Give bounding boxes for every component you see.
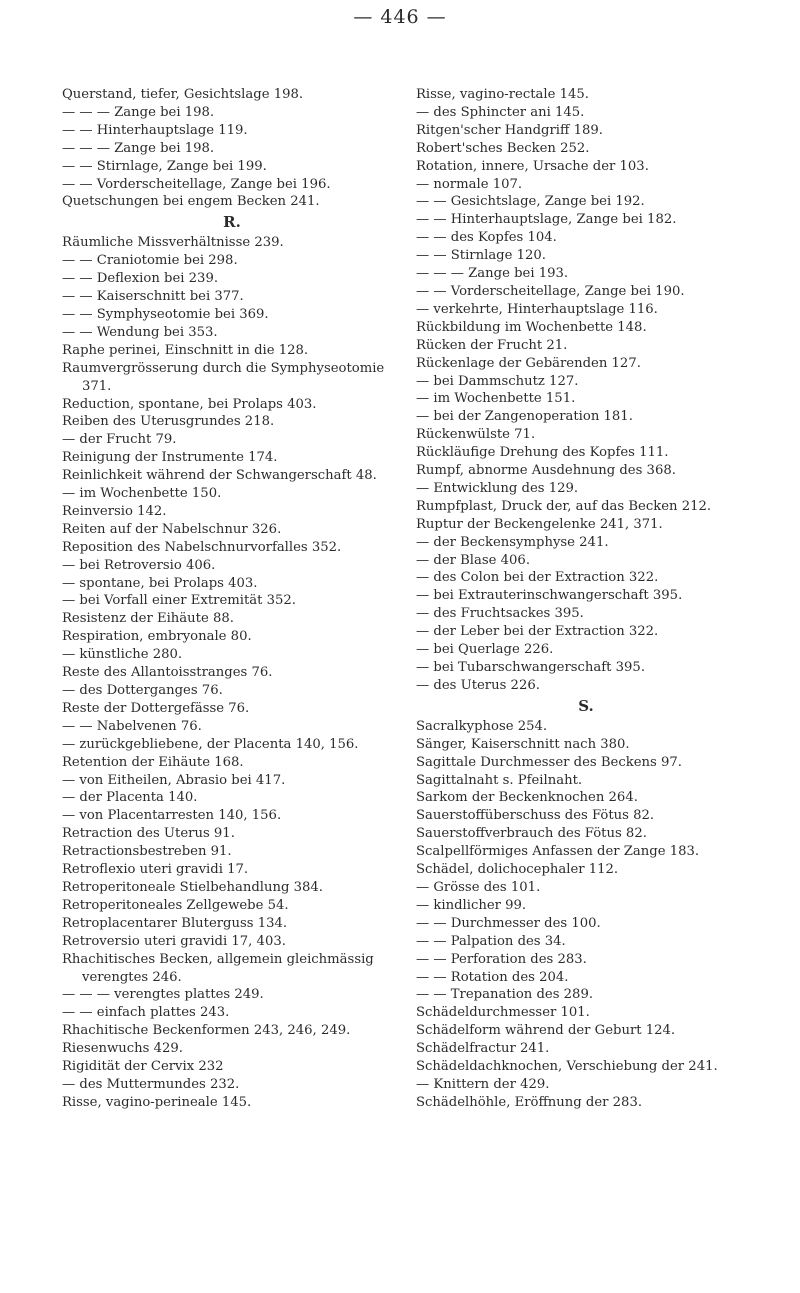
index-entry: — des Sphincter ani 145.: [416, 104, 585, 120]
section-heading: R.: [223, 213, 241, 232]
index-entry: Ritgen'scher Handgriff 189.: [416, 122, 603, 138]
index-entry: Sacralkyphose 254.: [416, 718, 548, 734]
index-entry: Rhachitische Beckenformen 243, 246, 249.: [62, 1023, 351, 1039]
index-entry: — — des Kopfes 104.: [416, 230, 557, 246]
index-entry: — — Durchmesser des 100.: [416, 915, 601, 931]
index-entry: Retroperitoneales Zellgewebe 54.: [62, 897, 289, 913]
index-entry: Reste des Allantoisstranges 76.: [62, 665, 273, 681]
index-entry: Riesenwuchs 429.: [62, 1041, 183, 1057]
index-entry: Schädelhöhle, Eröffnung der 283.: [416, 1094, 643, 1110]
index-entry: Retraction des Uterus 91.: [62, 826, 235, 842]
index-entry: Rückenlage der Gebärenden 127.: [416, 355, 641, 371]
index-entry: — künstliche 280.: [62, 647, 183, 663]
index-entry: — normale 107.: [416, 176, 523, 192]
index-entry: — bei Extrauterinschwangerschaft 395.: [416, 588, 683, 604]
index-entry: — Grösse des 101.: [416, 879, 541, 895]
index-entry: Reposition des Nabelschnurvorfalles 352.: [62, 539, 342, 555]
index-entry: — bei Tubarschwangerschaft 395.: [416, 660, 646, 675]
index-entry: — — Palpation des 34.: [416, 933, 566, 949]
index-entry: Rückläufige Drehung des Kopfes 111.: [416, 445, 669, 461]
index-entry: — — — Zange bei 198.: [62, 104, 215, 120]
index-entry: — der Blase 406.: [416, 552, 531, 568]
right-column: [416, 86, 756, 1112]
index-entry: — kindlicher 99.: [416, 897, 527, 913]
index-entry: — des Colon bei der Extraction 322.: [416, 570, 659, 586]
index-entry: — — Hinterhauptslage, Zange bei 182.: [416, 212, 677, 228]
index-entry: Reinigung der Instrumente 174.: [62, 450, 278, 466]
index-entry: — — Kaiserschnitt bei 377.: [62, 289, 244, 305]
index-entry: Sänger, Kaiserschnitt nach 380.: [416, 736, 630, 752]
index-entry: — — Hinterhauptslage 119.: [62, 122, 248, 138]
index-entry: — — Perforation des 283.: [416, 951, 587, 967]
index-entry: — — — Zange bei 193.: [416, 266, 569, 282]
index-entry: Respiration, embryonale 80.: [62, 629, 252, 645]
index-entry: — der Leber bei der Extraction 322.: [416, 624, 659, 640]
index-entry: Schädelform während der Geburt 124.: [416, 1023, 676, 1039]
index-entry: Rumpfplast, Druck der, auf das Becken 212.: [416, 498, 712, 514]
index-entry: — Knittern der 429.: [416, 1076, 550, 1092]
index-entry: Rücken der Frucht 21.: [416, 337, 568, 353]
index-entry: — verkehrte, Hinterhauptslage 116.: [416, 301, 658, 317]
index-entry: Raphe perinei, Einschnitt in die 128.: [62, 342, 309, 358]
index-entry: — — Stirnlage 120.: [416, 248, 546, 264]
index-entry: Quetschungen bei engem Becken 241.: [62, 194, 320, 210]
index-entry: — — einfach plattes 243.: [62, 1005, 230, 1021]
index-entry: — — Nabelvenen 76.: [62, 718, 202, 734]
index-entry: Rhachitisches Becken, allgemein gleichmässig verengtes 246.: [62, 951, 374, 985]
index-entry: — von Eitheilen, Abrasio bei 417.: [62, 772, 286, 788]
index-entry: Resistenz der Eihäute 88.: [62, 611, 234, 627]
index-entry: Schädeldachknochen, Verschiebung der 241.: [416, 1059, 718, 1075]
index-entry: Retroperitoneale Stielbehandlung 384.: [62, 879, 323, 895]
index-entry: — — Vorderscheitellage, Zange bei 196.: [62, 176, 331, 192]
index-entry: — — Gesichtslage, Zange bei 192.: [416, 194, 645, 210]
index-entry: — — — verengtes plattes 249.: [62, 987, 264, 1003]
index-entry: Reinversio 142.: [62, 503, 167, 519]
left-column: [62, 86, 402, 1112]
index-entry: Reiben des Uterusgrundes 218.: [62, 414, 275, 430]
index-entry: Reduction, spontane, bei Prolaps 403.: [62, 396, 317, 412]
index-entry: — — Symphyseotomie bei 369.: [62, 306, 269, 322]
index-entry: — der Frucht 79.: [62, 432, 177, 448]
index-entry: Sarkom der Beckenknochen 264.: [416, 790, 638, 806]
index-entry: — von Placentarresten 140, 156.: [62, 808, 282, 824]
index-entry: — der Placenta 140.: [62, 790, 198, 806]
index-entry: Schädeldurchmesser 101.: [416, 1005, 590, 1021]
index-entry: — — Rotation des 204.: [416, 969, 569, 985]
index-entry: — — Trepanation des 289.: [416, 987, 594, 1003]
index-entry: — im Wochenbette 150.: [62, 486, 222, 502]
index-entry: Sauerstoffüberschuss des Fötus 82.: [416, 808, 655, 824]
index-entry: Rückbildung im Wochenbette 148.: [416, 319, 647, 335]
index-entry: — spontane, bei Prolaps 403.: [62, 575, 258, 591]
index-entry: Sauerstoffverbrauch des Fötus 82.: [416, 826, 647, 842]
index-entry: — bei Dammschutz 127.: [416, 373, 579, 389]
index-entry: Reiten auf der Nabelschnur 326.: [62, 521, 282, 537]
index-entry: — zurückgebliebene, der Placenta 140, 156.: [62, 736, 359, 752]
index-entry: Querstand, tiefer, Gesichtslage 198.: [62, 87, 304, 102]
index-entry: — des Muttermundes 232.: [62, 1076, 240, 1092]
index-entry: — — — Zange bei 198.: [62, 140, 215, 156]
index-entry: Retention der Eihäute 168.: [62, 754, 244, 770]
index-entry: Risse, vagino-rectale 145.: [416, 87, 589, 102]
index-entry: Rumpf, abnorme Ausdehnung des 368.: [416, 463, 676, 479]
index-entry: — bei Querlage 226.: [416, 642, 554, 658]
index-entry: — — Deflexion bei 239.: [62, 271, 219, 287]
index-entry: — — Vorderscheitellage, Zange bei 190.: [416, 283, 685, 299]
index-entry: Retroversio uteri gravidi 17, 403.: [62, 933, 286, 949]
index-entry: — bei Retroversio 406.: [62, 557, 216, 573]
index-entry: — bei Vorfall einer Extremität 352.: [62, 593, 296, 609]
index-entry: Sagittalnaht s. Pfeilnaht.: [416, 772, 583, 788]
index-entry: Sagittale Durchmesser des Beckens 97.: [416, 754, 682, 770]
index-entry: Reste der Dottergefässe 76.: [62, 700, 250, 716]
index-entry: — des Dotterganges 76.: [62, 683, 223, 698]
index-entry: — der Beckensymphyse 241.: [416, 534, 609, 550]
index-entry: — bei der Zangenoperation 181.: [416, 409, 633, 425]
index-entry: — des Fruchtsackes 395.: [416, 606, 584, 622]
index-entry: Schädelfractur 241.: [416, 1041, 550, 1057]
index-entry: Scalpellförmiges Anfassen der Zange 183.: [416, 844, 700, 860]
index-entry: Robert'sches Becken 252.: [416, 140, 590, 156]
index-entry: Ruptur der Beckengelenke 241, 371.: [416, 516, 663, 532]
index-entry: Retractionsbestreben 91.: [62, 844, 232, 860]
index-entry: Raumvergrösserung durch die Symphyseotomie 371.: [62, 360, 385, 394]
index-entry: Räumliche Missverhältnisse 239.: [62, 235, 284, 251]
index-entry: — — Wendung bei 353.: [62, 324, 218, 340]
index-entry: — des Uterus 226.: [416, 677, 540, 693]
index-entry: Risse, vagino-perineale 145.: [62, 1094, 252, 1110]
index-entry: Retroflexio uteri gravidi 17.: [62, 862, 249, 878]
index-entry: — Entwicklung des 129.: [416, 480, 579, 496]
index-entry: Schädel, dolichocephaler 112.: [416, 862, 619, 878]
index-entry: Rotation, innere, Ursache der 103.: [416, 158, 649, 174]
page-number: — 446 —: [353, 6, 447, 28]
section-heading: S.: [578, 696, 594, 715]
index-entry: Rückenwülste 71.: [416, 427, 536, 443]
index-entry: — im Wochenbette 151.: [416, 391, 576, 407]
index-entry: — — Craniotomie bei 298.: [62, 253, 238, 269]
index-entry: Reinlichkeit während der Schwangerschaft 48.: [62, 468, 377, 484]
index-entry: Rigidität der Cervix 232: [62, 1059, 224, 1075]
index-entry: Retroplacentarer Bluterguss 134.: [62, 915, 288, 931]
index-entry: — — Stirnlage, Zange bei 199.: [62, 158, 267, 174]
